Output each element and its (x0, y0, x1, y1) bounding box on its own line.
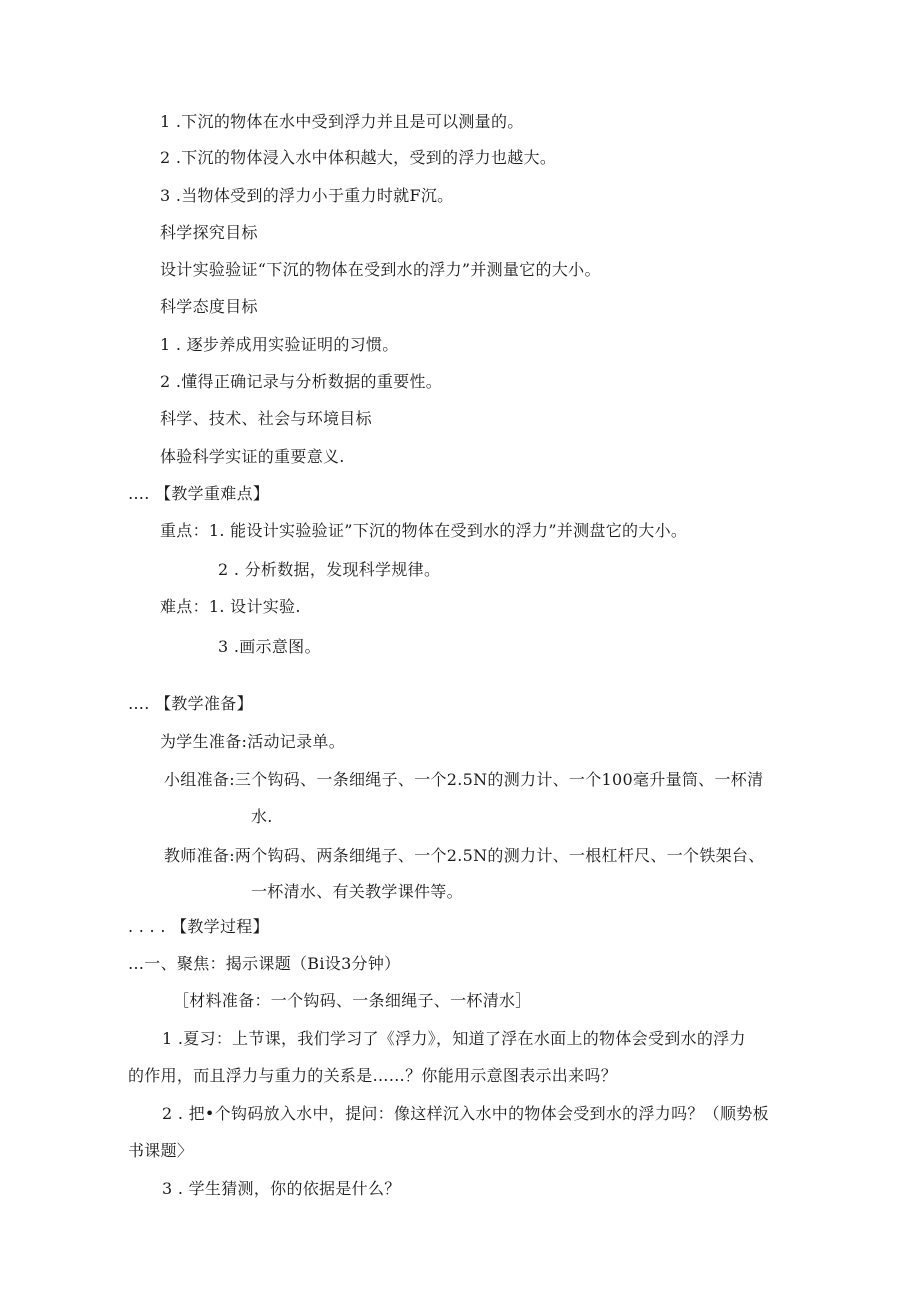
heading-key-points: …. 【教学重难点】 (128, 484, 270, 503)
objective-line-2: 2 .下沉的物体浸入水中体积越大，受到的浮力也越大。 (160, 148, 557, 167)
group-prep-line-2: 水. (251, 807, 273, 826)
materials-line: ［材料准备：一个钩码、一条细绳子、一杯清水］ (173, 991, 532, 1010)
inquiry-goal-text: 设计实验验证“下沉的物体在受到水的浮力”并测量它的大小。 (160, 260, 601, 279)
review-line-2: 的作用，而且浮力与重力的关系是……？你能用示意图表示出来吗？ (128, 1066, 618, 1085)
review-line-1: 1 .夏习：上节课，我们学习了《浮力》，知道了浮在水面上的物体会受到水的浮力 (162, 1029, 746, 1048)
question-line-2: 书课题〉 (128, 1141, 194, 1160)
question-line-1: 2 . 把•个钩码放入水中，提问：像这样沉入水中的物体会受到水的浮力吗？（顺势板 (162, 1104, 769, 1123)
section-heading-stse: 科学、技术、社会与环境目标 (160, 409, 372, 428)
objective-line-1: 1 .下沉的物体在水中受到浮力并且是可以测量的。 (160, 112, 524, 131)
heading-process: . . . . 【教学过程】 (128, 917, 269, 936)
attitude-line-1: 1 . 逐步养成用实验证明的习惯。 (160, 335, 399, 354)
section-heading-inquiry: 科学探究目标 (160, 223, 258, 242)
teacher-prep-line-1: 教师准备:两个钩码、两条细绳子、一个2.5N的测力计、一根杠杆尺、一个铁架台、 (164, 846, 765, 865)
guess-line: 3 . 学生猜测，你的依据是什么？ (162, 1179, 401, 1198)
section-heading-attitude: 科学态度目标 (160, 297, 258, 316)
objective-line-3: 3 .当物体受到的浮力小于重力时就F沉。 (160, 186, 454, 205)
key-point-2: 2 . 分析数据，发现科学规律。 (218, 560, 441, 579)
key-point-1: 重点：1. 能设计实验验证”下沉的物体在受到水的浮力”并测盘它的大小。 (160, 521, 688, 540)
group-prep-line-1: 小组准备:三个钩码、一条细绳子、一个2.5N的测力计、一个100毫升量筒、一杯清 (164, 770, 764, 789)
difficulty-1: 难点：1. 设计实验. (160, 597, 301, 616)
attitude-line-2: 2 .懂得正确记录与分析数据的重要性。 (160, 372, 443, 391)
stse-goal-text: 体验科学实证的重要意义. (160, 447, 345, 466)
teacher-prep-line-2: 一杯清水、有关教学课件等。 (251, 882, 463, 901)
difficulty-2: 3 .画示意图。 (218, 637, 321, 656)
student-prep: 为学生准备:活动记录单。 (160, 732, 345, 751)
process-step-1-title: …一、聚焦：揭示课题（Bi设3分钟） (128, 954, 401, 973)
heading-preparation: …. 【教学准备】 (128, 694, 253, 713)
